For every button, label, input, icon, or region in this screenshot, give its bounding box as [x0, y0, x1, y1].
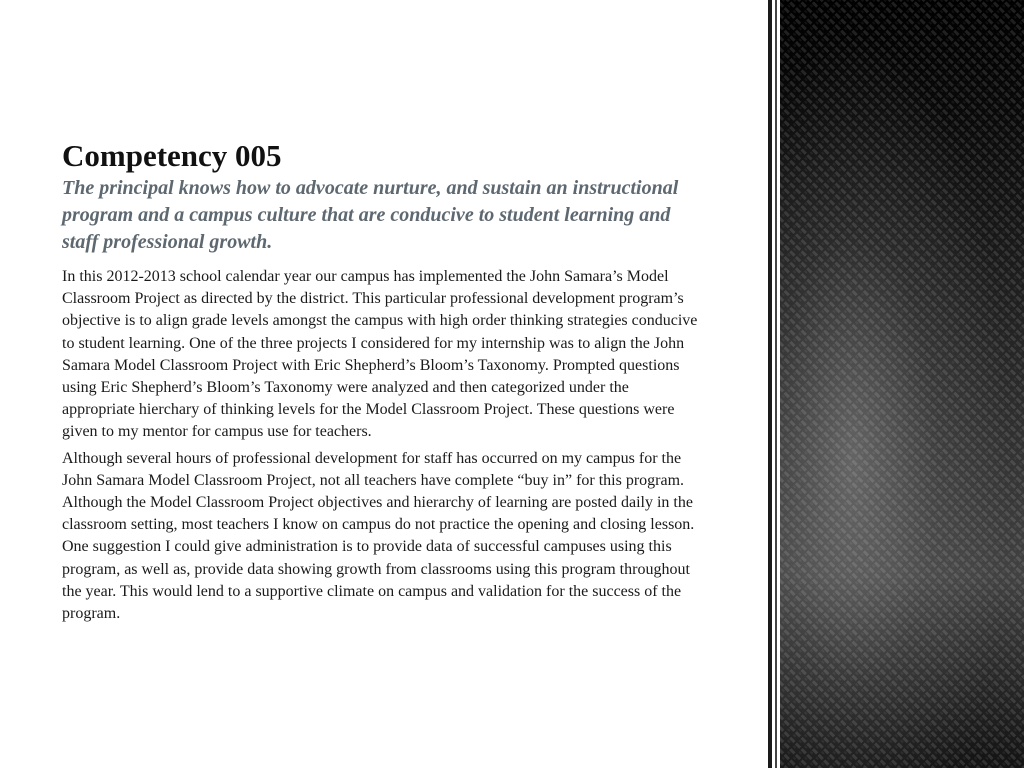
body-paragraph-2: Although several hours of professional development for staff has occurred on my campus for the John Samara Model Classroom Project, not all teachers have complete “buy in” for this program. Although the Model Classroom Project objectives and hierarchy of learning are posted daily in the classroom setting, most teachers I know on campus do not practice the opening and closing lesson. One suggestion I could give administration is to provide data of successful campuses using this program, as well as, provide data showing growth from classrooms using this program throughout the year. This would lend to a supportive climate on campus and validation for the success of the program. [62, 449, 695, 623]
slide-content [62, 137, 702, 629]
slide-title: Competency 005 [62, 138, 282, 173]
decorative-line [768, 0, 772, 768]
decorative-line [775, 0, 777, 768]
slide-subtitle: The principal knows how to advocate nurture, and sustain an instructional program and a campus culture that are conducive to student learning and staff professional growth. [62, 177, 679, 253]
carbon-texture-panel [780, 0, 1024, 768]
decorative-stripe [766, 0, 780, 768]
decorative-side-panel [766, 0, 1024, 768]
body-paragraph-1: In this 2012-2013 school calendar year our campus has implemented the John Samara’s Model Classroom Project as directed by the district. This particular professional development program’s objective is to align grade levels amongst the campus with high order thinking strategies conducive to student learning. One of the three projects I considered for my internship was to align the John Samara Model Classroom Project with Eric Shepherd’s Bloom’s Taxonomy. Prompted questions using Eric Shepherd’s Bloom’s Taxonomy were analyzed and then categorized under the appropriate hierchary of thinking levels for the Model Classroom Project. These questions were given to my mentor for campus use for teachers. [62, 268, 698, 441]
carbon-mesh-pattern [780, 0, 1024, 768]
